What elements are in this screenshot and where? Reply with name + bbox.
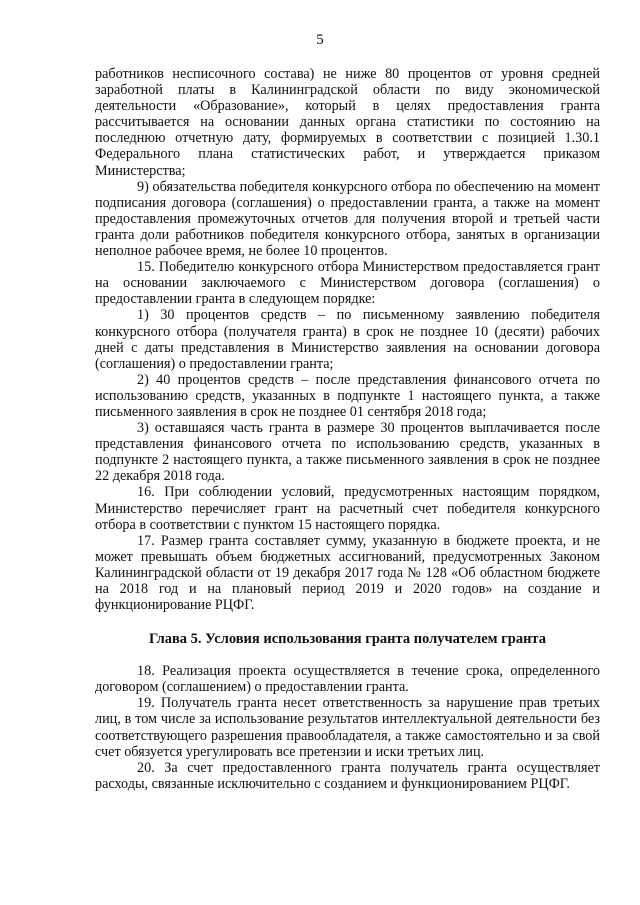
paragraph-15-sub-3: 3) оставшаяся часть гранта в размере 30 процентов выплачивается после представления финансового отчета по использованию средств, указанных в подпункте 2 настоящего пункта, а также письменного заявления в срок не позднее 22 декабря 2018 года. — [95, 420, 600, 485]
paragraph-15-sub-1: 1) 30 процентов средств – по письменному заявлению победителя конкурсного отбора (получателя гранта) в срок не позднее 10 (десяти) рабочих дней с даты представления в Министерство заявления на основании договора (соглашения) о предоставлении гранта; — [95, 307, 600, 372]
paragraph-20: 20. За счет предоставленного гранта получатель гранта осуществляет расходы, связанные исключительно с созданием и функционированием РЦФГ. — [95, 759, 600, 792]
paragraph-17: 17. Размер гранта составляет сумму, указанную в бюджете проекта, и не может превышать объем бюджетных ассигнований, предусмотренных Законом Калининградской области от 19 декабря 2017 года № 128 «Об областном бюджете на 2018 год и на плановый период 2019 и 2020 годов» на создание и функционирование РЦФГ. — [95, 532, 600, 614]
paragraph-18: 18. Реализация проекта осуществляется в течение срока, определенного договором (соглашением) о предоставлении гранта. — [95, 663, 600, 696]
paragraph-16: 16. При соблюдении условий, предусмотренных настоящим порядком, Министерство перечисляет грант на расчетный счет победителя конкурсного отбора в соответствии с пунктом 15 настоящего порядка. — [95, 484, 600, 533]
page-number: 5 — [316, 32, 324, 48]
paragraph-item-9: 9) обязательства победителя конкурсного отбора по обеспечению на момент подписания договора (соглашения) о предоставлении гранта, а также на момент предоставления промежуточных отчетов для получения второй и третьей части гранта доли работников победителя конкурсного отбора, занятых в организации неполное рабочее время, не более 10 процентов. — [95, 178, 600, 260]
paragraph-continuation: работников несписочного состава) не ниже 80 процентов от уровня средней заработной платы в Калининградской области по виду экономической деятельности «Образование», который в целях предоставления гранта рассчитывается на основании данных органа статистики по состоянию на последнюю отчетную дату, формируемых в соответствии с позицией 1.30.1 Федерального плана статистических работ, и утверждается приказом Министерства; — [95, 66, 600, 179]
paragraph-15: 15. Победителю конкурсного отбора Министерством предоставляется грант на основании заключаемого с Министерством договора (соглашения) о предоставлении гранта в следующем порядке: — [95, 259, 600, 308]
paragraph-15-sub-2: 2) 40 процентов средств – после представления финансового отчета по использованию средств, указанных в подпункте 1 настоящего пункта, а также письменного заявления в срок не позднее 01 сентября 2018 года; — [95, 371, 600, 420]
document-body — [95, 66, 600, 792]
paragraph-19: 19. Получатель гранта несет ответственность за нарушение прав третьих лиц, в том числе за использование результатов интеллектуальной деятельности без соответствующего разрешения правообладателя, а также самостоятельно и за свой счет обязуется урегулировать все претензии и иски третьих лиц. — [95, 695, 600, 760]
chapter-heading: Глава 5. Условия использования гранта получателем гранта — [149, 631, 546, 648]
